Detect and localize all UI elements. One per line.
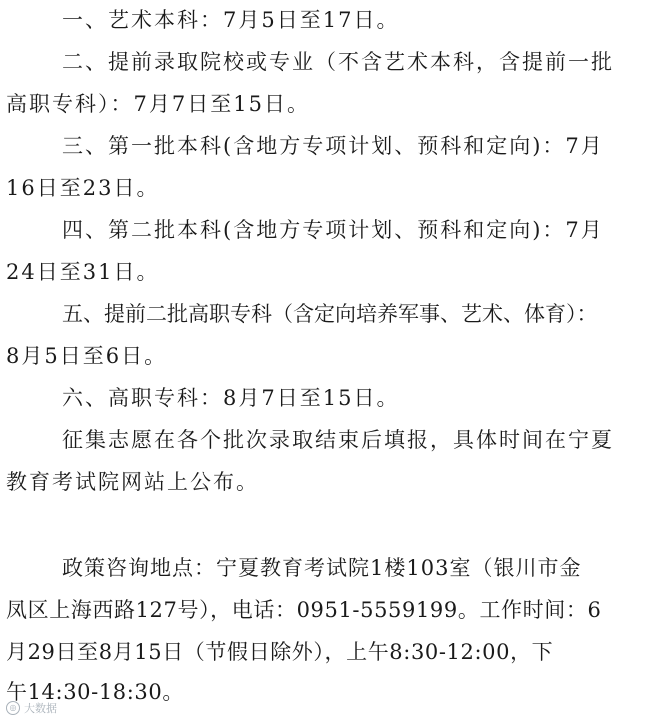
consultation-line4: 午14:30-18:30。 <box>6 680 184 704</box>
circle-logo-icon: ◎ <box>6 701 20 715</box>
schedule-early-admission-line1: 二、提前录取院校或专业（不含艺术本科，含提前一批 <box>62 50 614 74</box>
consultation-line3: 月29日至8月15日（节假日除外），上午8:30-12:00，下 <box>6 640 554 664</box>
supplementary-application-line1: 征集志愿在各个批次录取结束后填报，具体时间在宁夏 <box>62 428 614 452</box>
schedule-first-batch-line1: 三、第一批本科(含地方专项计划、预科和定向)：7月 <box>62 134 604 158</box>
consultation-line2: 凤区上海西路127号），电话：0951-5559199。工作时间：6 <box>6 598 602 622</box>
watermark <box>6 698 57 718</box>
schedule-second-batch-line2: 24日至31日。 <box>6 260 160 284</box>
schedule-vocational: 六、高职专科：8月7日至15日。 <box>62 386 400 410</box>
schedule-early-admission-line2: 高职专科）：7月7日至15日。 <box>6 92 310 116</box>
schedule-first-batch-line2: 16日至23日。 <box>6 176 160 200</box>
consultation-line1: 政策咨询地点：宁夏教育考试院1楼103室（银川市金 <box>62 556 582 580</box>
schedule-second-batch-line1: 四、第二批本科(含地方专项计划、预科和定向)：7月 <box>62 218 604 242</box>
watermark-text: 大数据 <box>24 702 57 715</box>
supplementary-application-line2: 教育考试院网站上公布。 <box>6 470 259 494</box>
schedule-art-undergrad: 一、艺术本科：7月5日至17日。 <box>62 8 400 32</box>
schedule-early-vocational-line2: 8月5日至6日。 <box>6 344 168 368</box>
schedule-early-vocational-line1: 五、提前二批高职专科（含定向培养军事、艺术、体育）： <box>62 302 598 326</box>
